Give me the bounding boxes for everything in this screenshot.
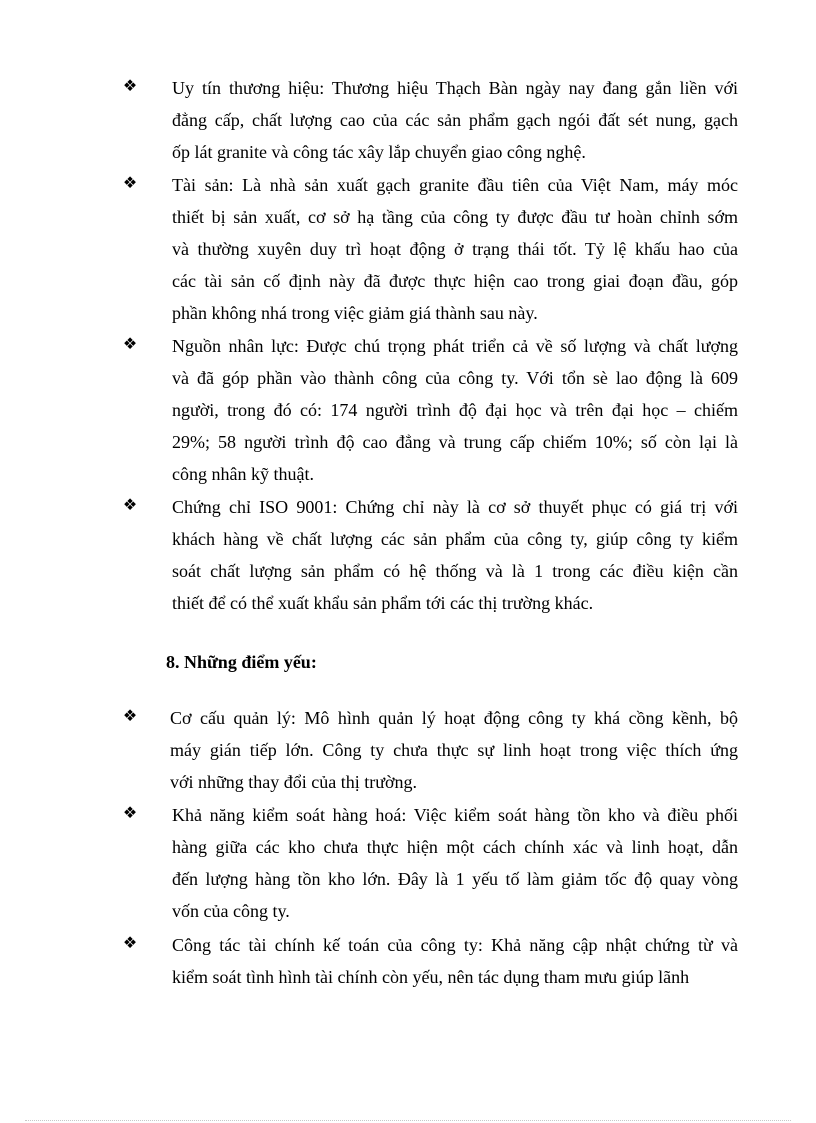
paragraph-line: phần không nhá trong việc giảm giá thành sau này.	[172, 303, 538, 323]
paragraph-line: Uy tín thương hiệu: Thương hiệu Thạch Bàn ngày nay đang gắn liền với	[172, 78, 738, 98]
paragraph-line: máy gián tiếp lớn. Công ty chưa thực sự linh hoạt trong việc thích ứng	[170, 740, 738, 760]
paragraph-line: Cơ cấu quản lý: Mô hình quản lý hoạt động công ty khá cồng kềnh, bộ	[170, 708, 738, 728]
paragraph-line: hàng giữa các kho chưa thực hiện một cách chính xác và linh hoạt, dẫn	[172, 837, 738, 857]
paragraph-line: Nguồn nhân lực: Được chú trọng phát triển cả về số lượng và chất lượng	[172, 336, 738, 356]
paragraph-line: Tài sản: Là nhà sản xuất gạch granite đầu tiên của Việt Nam, máy móc	[172, 175, 738, 195]
paragraph-line: 29%; 58 người trình độ cao đẳng và trung cấp chiếm 10%; số còn lại là	[172, 432, 738, 452]
paragraph-line: và đã góp phần vào thành công của công ty. Với tổn sè lao động là 609	[172, 368, 738, 388]
diamond-bullet-icon: ❖	[122, 76, 138, 95]
paragraph-line: khách hàng về chất lượng các sản phẩm của công ty, giúp công ty kiểm	[172, 529, 738, 549]
paragraph-line: kiểm soát tình hình tài chính còn yếu, nên tác dụng tham mưu giúp lãnh	[172, 967, 690, 987]
paragraph-line: công nhân kỹ thuật.	[172, 464, 314, 484]
diamond-bullet-icon: ❖	[122, 803, 138, 822]
paragraph-line: vốn của công ty.	[172, 901, 290, 921]
paragraph-line: đến lượng hàng tồn kho lớn. Đây là 1 yếu tố làm giảm tốc độ quay vòng	[172, 869, 738, 889]
section-heading: 8. Những điểm yếu:	[166, 652, 317, 672]
paragraph-line: đẳng cấp, chất lượng cao của các sản phẩm gạch ngói đất sét nung, gạch	[172, 110, 738, 130]
paragraph-line: các tài sản cố định này đã được thực hiện cao trong giai đoạn đầu, góp	[172, 271, 738, 291]
paragraph-line: thiết để có thể xuất khẩu sản phẩm tới các thị trường khác.	[172, 593, 594, 613]
diamond-bullet-icon: ❖	[122, 706, 138, 725]
diamond-bullet-icon: ❖	[122, 495, 138, 514]
paragraph-line: người, trong đó có: 174 người trình độ đại học và trên đại học – chiếm	[172, 400, 738, 420]
diamond-bullet-icon: ❖	[122, 933, 138, 952]
paragraph-line: Công tác tài chính kế toán của công ty: Khả năng cập nhật chứng từ và	[172, 935, 738, 955]
paragraph-line: và thường xuyên duy trì hoạt động ở trạng thái tốt. Tỷ lệ khấu hao của	[172, 239, 738, 259]
paragraph-line: ốp lát granite và công tác xây lắp chuyển giao công nghệ.	[172, 142, 586, 162]
paragraph-line: soát chất lượng sản phẩm có hệ thống và là 1 trong các điều kiện cần	[172, 561, 738, 581]
diamond-bullet-icon: ❖	[122, 173, 138, 192]
paragraph-line: Khả năng kiểm soát hàng hoá: Việc kiểm soát hàng tồn kho và điều phối	[172, 805, 738, 825]
diamond-bullet-icon: ❖	[122, 334, 138, 353]
paragraph-line: Chứng chỉ ISO 9001: Chứng chỉ này là cơ sở thuyết phục có giá trị với	[172, 497, 738, 517]
page-bottom-divider	[25, 1120, 791, 1121]
paragraph-line: thiết bị sản xuất, cơ sở hạ tầng của công ty được đầu tư hoàn chỉnh sớm	[172, 207, 738, 227]
paragraph-line: với những thay đổi của thị trường.	[170, 772, 418, 792]
